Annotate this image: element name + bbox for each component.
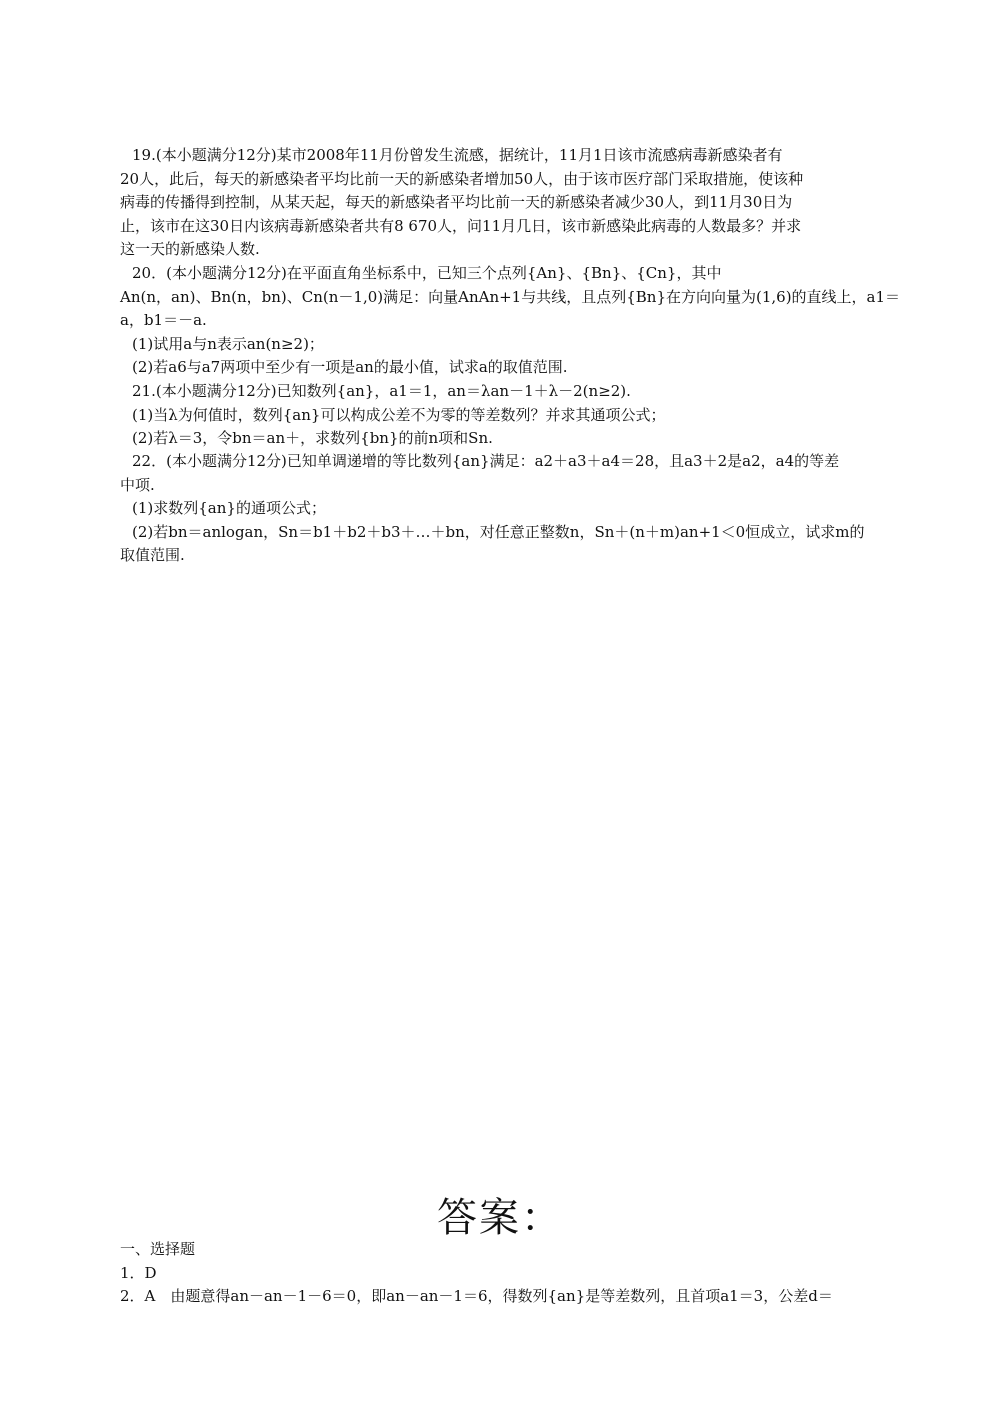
answers-section: [120, 1238, 905, 1309]
answers-title: 答案：: [437, 1195, 563, 1241]
q22-line-2: 中项.: [120, 475, 155, 494]
q21-line-3: (2)若λ＝3，令bn＝an＋，求数列{bn}的前n项和Sn.: [132, 429, 493, 447]
q22-line-3: (1)求数列{an}的通项公式；: [132, 499, 326, 517]
q20-line-1: 20．(本小题满分12分)在平面直角坐标系中，已知三个点列{An}、{Bn}、{Cn}，其中: [132, 264, 722, 282]
answer-item-2: 2．A 由题意得an－an－1－6＝0，即an－an－1＝6，得数列{an}是等差数列，且首项a1＝3，公差d＝: [120, 1287, 833, 1305]
q20-line-5: (2)若a6与a7两项中至少有一项是an的最小值，试求a的取值范围.: [132, 358, 568, 376]
q20-line-3: a，b1＝－a.: [120, 311, 207, 329]
q19-line-4: 止，该市在这30日内该病毒新感染者共有8 670人，问11月几日，该市新感染此病毒的人数最多？并求: [120, 216, 802, 235]
q21-line-2: (1)当λ为何值时，数列{an}可以构成公差不为零的等差数列？并求其通项公式；: [132, 405, 666, 424]
q19-line-3: 病毒的传播得到控制，从某天起，每天的新感染者平均比前一天的新感染者减少30人，到11月30日为: [120, 193, 793, 211]
q20-line-4: (1)试用a与n表示an(n≥2)；: [132, 334, 324, 353]
q22-line-4: (2)若bn＝anlogan，Sn＝b1＋b2＋b3＋…＋bn，对任意正整数n，Sn＋(n＋m)an+1＜0恒成立，试求m的: [132, 522, 865, 541]
q22-line-1: 22．(本小题满分12分)已知单调递增的等比数列{an}满足：a2＋a3＋a4＝28，且a3＋2是a2，a4的等差: [132, 452, 840, 470]
q19-line-1: 19.(本小题满分12分)某市2008年11月份曾发生流感，据统计，11月1日该市流感病毒新感染者有: [132, 146, 783, 164]
answers-section-heading: 一、选择题: [120, 1240, 196, 1258]
q22-line-5: 取值范围.: [120, 546, 185, 564]
question-22: [120, 450, 905, 568]
q19-line-2: 20人，此后，每天的新感染者平均比前一天的新感染者增加50人，由于该市医疗部门采取措施，使该种: [120, 169, 804, 188]
q21-line-1: 21.(本小题满分12分)已知数列{an}，a1＝1，an＝λan－1＋λ－2(n≥2).: [132, 382, 631, 400]
q20-line-2: An(n，an)、Bn(n，bn)、Cn(n－1,0)满足：向量AnAn+1与共线，且点列{Bn}在方向向量为(1,6)的直线上，a1＝: [120, 287, 901, 306]
question-19: [120, 144, 905, 262]
answer-item-1: 1．D: [120, 1263, 157, 1282]
question-20: [120, 262, 905, 380]
question-21: [120, 380, 905, 451]
q19-line-5: 这一天的新感染人数.: [120, 240, 260, 258]
